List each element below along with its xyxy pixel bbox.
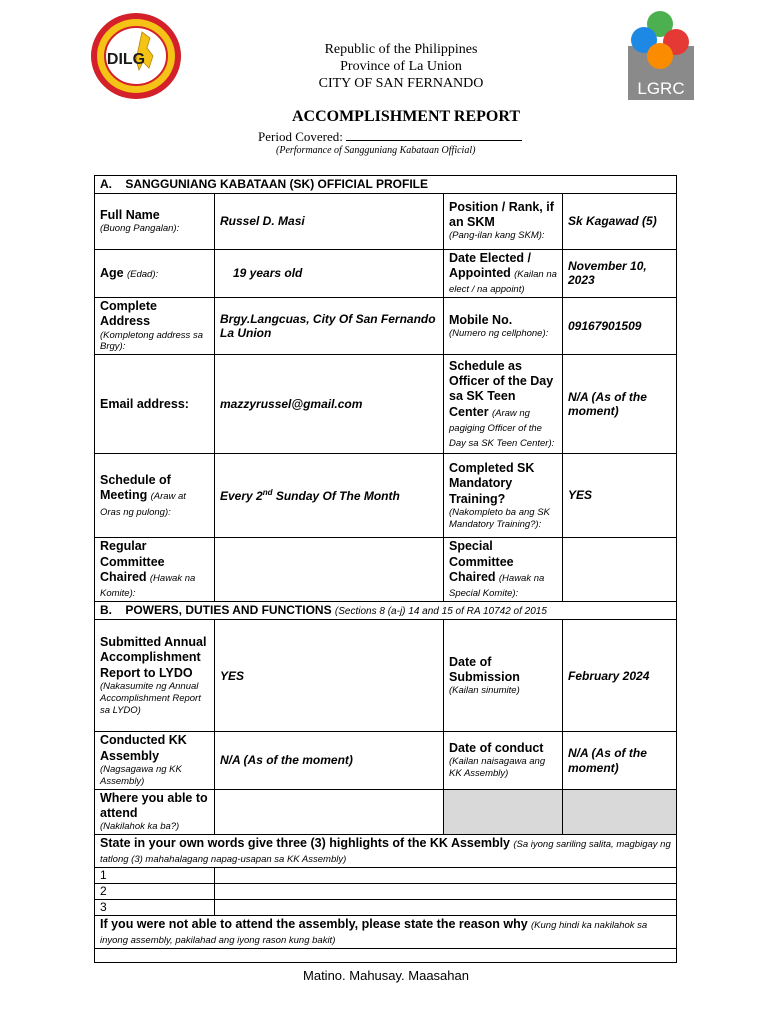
regular-committee-value[interactable]	[215, 538, 444, 602]
accomplishment-form-table	[94, 175, 677, 963]
row-kk-assembly: Conducted KK Assembly (Nagsagawa ng KK Assembly) N/A (As of the moment) Date of conduct (Kailan naisagawa ang KK Assembly) N/A (As of the moment)	[95, 732, 677, 789]
highlight-row-2	[95, 884, 677, 900]
training-value[interactable]: YES	[563, 454, 677, 538]
mobile-value[interactable]: 09167901509	[563, 298, 677, 355]
row-full-name: Full Name (Buong Pangalan): Russel D. Masi Position / Rank, if an SKM (Pang-ilan kang SKM): Sk Kagawad (5)	[95, 193, 677, 249]
period-label: Period Covered:	[258, 129, 343, 144]
position-value[interactable]: Sk Kagawad (5)	[563, 193, 677, 249]
row-committee: Regular Committee Chaired (Hawak na Komite): Special Committee Chaired (Hawak na Special Komite):	[95, 538, 677, 602]
section-b-title: POWERS, DUTIES AND FUNCTIONS	[125, 602, 332, 617]
row-reason-prompt: If you were not able to attend the assembly, please state the reason why (Kung hindi ka nakilahok sa inyong assembly, pakilahad ang iyong rason kung bakit)	[95, 916, 677, 949]
row-address: Complete Address (Kompletong address sa Brgy): Brgy.Langcuas, City Of San Fernando La Union Mobile No. (Numero ng cellphone): 09167901509	[95, 298, 677, 355]
svg-text:LGRC: LGRC	[637, 79, 685, 98]
report-title: ACCOMPLISHMENT REPORT	[291, 108, 521, 125]
shaded-cell	[444, 789, 563, 834]
row-annual-report: Submitted Annual Accomplishment Report to LYDO (Nakasumite ng Annual Accomplishment Report sa LYDO) YES Date of Submission (Kailan sinumite) February 2024	[95, 620, 677, 732]
special-committee-value[interactable]	[563, 538, 677, 602]
attend-value[interactable]	[215, 789, 444, 834]
highlight-row-1	[95, 868, 677, 884]
section-a-header: A. SANGGUNIANG KABATAAN (SK) OFFICIAL PROFILE	[95, 176, 677, 194]
kk-assembly-value[interactable]: N/A (As of the moment)	[215, 732, 444, 789]
full-name-value[interactable]: Russel D. Masi	[215, 193, 444, 249]
date-conduct-value[interactable]: N/A (As of the moment)	[563, 732, 677, 789]
date-elected-value[interactable]: November 10, 2023	[563, 249, 677, 297]
reason-field[interactable]	[95, 949, 677, 963]
annual-report-value[interactable]: YES	[215, 620, 444, 732]
highlight-number: 2	[95, 884, 215, 900]
header-republic: Republic of the Philippines	[324, 42, 478, 57]
address-value[interactable]: Brgy.Langcuas, City Of San Fernando La Union	[215, 298, 444, 355]
highlight-number: 1	[95, 868, 215, 884]
shaded-cell	[563, 789, 677, 834]
highlight-1-field[interactable]	[215, 868, 677, 884]
highlight-row-3	[95, 900, 677, 916]
row-age: Age (Edad): 19 years old Date Elected / Appointed (Kailan na elect / na appoint) November 10, 2023	[95, 249, 677, 297]
period-covered	[258, 129, 522, 145]
row-email: Email address: mazzyrussel@gmail.com Schedule as Officer of the Day sa SK Teen Center (Araw ng pagiging Officer of the Day sa SK Teen Center): N/A (As of the moment)	[95, 355, 677, 454]
age-value[interactable]: 19 years old	[215, 249, 444, 297]
row-attend: Where you able to attend (Nakilahok ka ba?)	[95, 789, 677, 834]
officer-day-value[interactable]: N/A (As of the moment)	[563, 355, 677, 454]
section-a-title: SANGGUNIANG KABATAAN (SK) OFFICIAL PROFILE	[125, 177, 428, 191]
row-meeting: Schedule of Meeting (Araw at Oras ng pulong): Every 2nd Sunday Of The Month Completed SK Mandatory Training? (Nakompleto ba ang SK Mandatory Training?): YES	[95, 454, 677, 538]
period-field[interactable]	[346, 129, 522, 141]
footer-motto: Matino. Mahusay. Maasahan	[303, 968, 469, 983]
highlight-number: 3	[95, 900, 215, 916]
header-city: CITY OF SAN FERNANDO	[318, 76, 484, 91]
section-b-header: B. POWERS, DUTIES AND FUNCTIONS (Sections 8 (a-j) 14 and 15 of RA 10742 of 2015	[95, 601, 677, 620]
highlight-2-field[interactable]	[215, 884, 677, 900]
svg-text:DILG: DILG	[106, 51, 146, 68]
email-value[interactable]: mazzyrussel@gmail.com	[215, 355, 444, 454]
meeting-value[interactable]: Every 2nd Sunday Of The Month	[215, 454, 444, 538]
performance-note: (Performance of Sangguniang Kabataan Official)	[276, 145, 476, 156]
header-province: Province of La Union	[340, 59, 462, 74]
highlight-3-field[interactable]	[215, 900, 677, 916]
date-submission-value[interactable]: February 2024	[563, 620, 677, 732]
row-reason-answer	[95, 949, 677, 963]
row-highlights-prompt: State in your own words give three (3) highlights of the KK Assembly (Sa iyong sariling salita, magbigay ng tatlong (3) mahahalagang napag-usapan sa KK Assembly)	[95, 835, 677, 868]
